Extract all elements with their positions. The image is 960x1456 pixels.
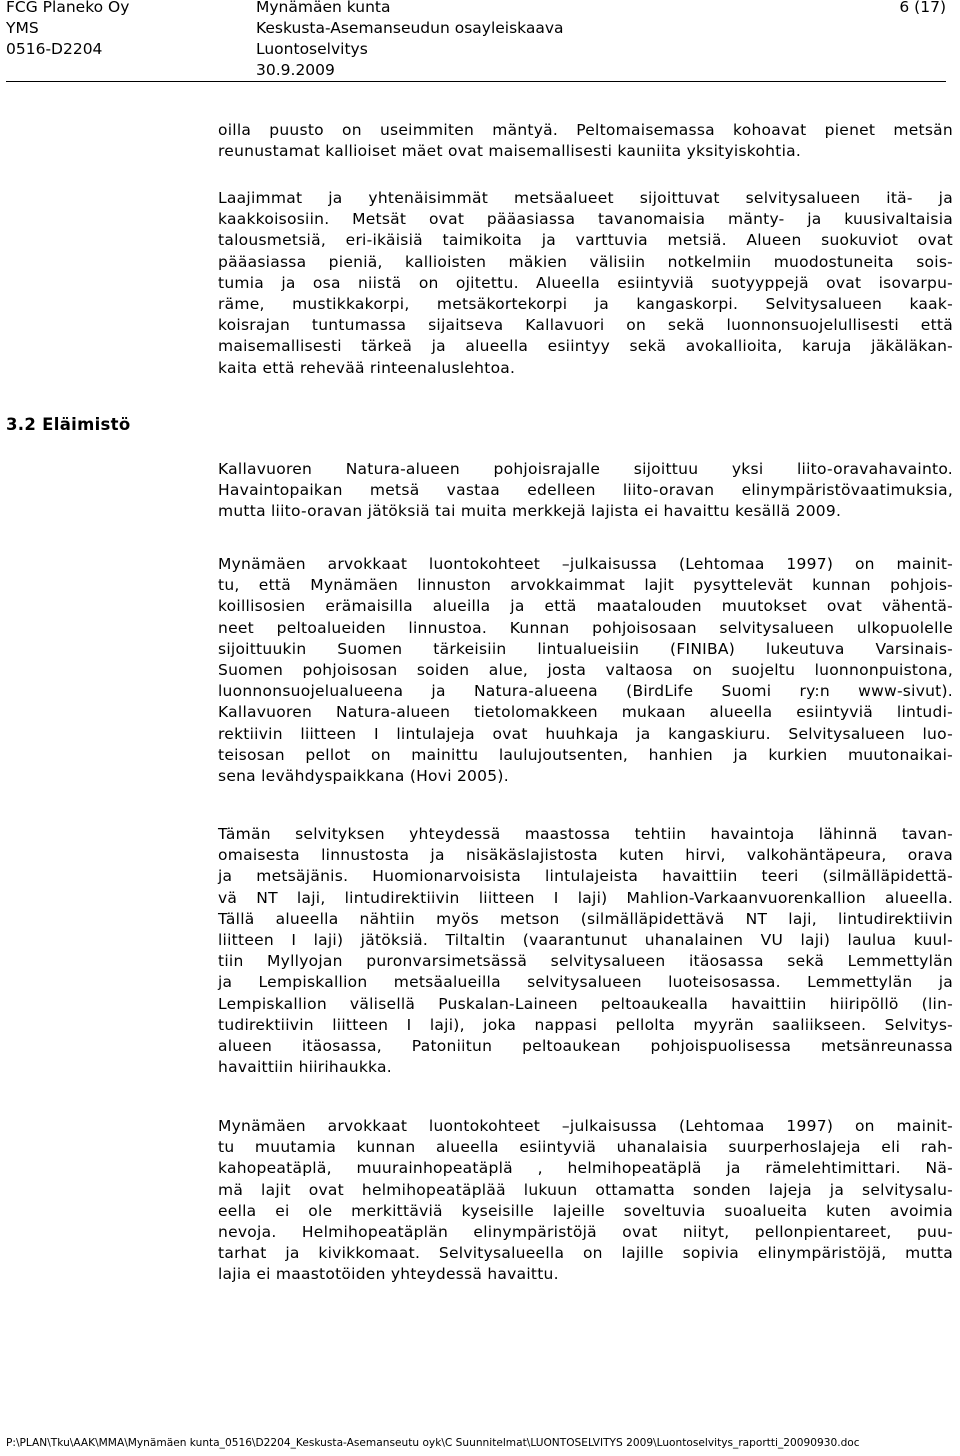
paragraph-line: Mynämäen arvokkaat luontokohteet –julkaisussa (Lehtomaa 1997) on mainit- (218, 1117, 953, 1135)
paragraph-line: Laajimmat ja yhtenäisimmät metsäalueet sijoittuvat selvitysalueen itä- ja (218, 189, 953, 207)
paragraph-line: reunustamat kallioiset mäet ovat maisemallisesti kauniita yksityiskohtia. (218, 142, 802, 161)
report-date: 30.9.2009 (256, 61, 335, 79)
paragraph-line: pääasiassa pieniä, kallioisten mäkien välisiin notkelmiin muodostuneita sois- (218, 252, 953, 271)
paragraph-line: tiin Myllyojan puronvarsimetsässä selvitysalueen itäosassa sekä Lemmettylän (218, 952, 953, 971)
paragraph-line: tarhat ja kivikkomaat. Selvitysalueella on lajille sopivia elinympäristöjä, mutta (218, 1244, 953, 1263)
paragraph-line: maisemallisesti tärkeä ja alueella esiintyy sekä avokallioita, karuja jäkäläkan- (218, 337, 953, 356)
paragraph-line: koillisosien erämaisilla alueilla ja että maatalouden muutokset ovat vähentä- (218, 597, 953, 616)
paragraph (218, 1116, 953, 1286)
paragraph-line: Kallavuoren Natura-alueen pohjoisrajalle sijoittuu yksi liito-oravahavainto. (218, 460, 953, 478)
unit-name: YMS (6, 19, 39, 37)
paragraph-line: tu muutamia kunnan alueella esiintyviä uhanalaisia suurperhoslajeja eli rah- (218, 1138, 953, 1157)
paragraph-line: alueen itäosassa, Patoniitun peltoaukean pohjoispuolisessa metsänreunassa (218, 1037, 953, 1056)
project-code: 0516-D2204 (6, 40, 103, 58)
paragraph-line: ja metsäjänis. Huomionarvoisista lintulajeista havaittiin teeri (silmälläpidettä- (218, 867, 953, 886)
paragraph-line: luonnonsuojelualueena ja Natura-alueena (BirdLife Suomi ry:n www-sivut). (218, 682, 953, 701)
footer-file-path: P:\PLAN\Tku\AAK\MMA\Mynämäen kunta_0516\D2204_Keskusta-Asemanseutu oyk\C Suunnitelmat\LUONTOSELVITYS 2009\Luontoselvitys_raportti_20090930.doc (6, 1437, 860, 1449)
paragraph-line: kaita että rehevää rinteenaluslehtoa. (218, 358, 516, 377)
company-name: FCG Planeko Oy (6, 0, 130, 16)
paragraph-line: sena levähdyspaikkana (Hovi 2005). (218, 767, 509, 786)
paragraph-line: tudirektiivin liitteen I laji), joka nappasi pellolta myyrän saaliikseen. Selvitys- (218, 1015, 953, 1034)
paragraph-line: Suomen pohjoisosan soiden alue, josta valtaosa on suojeltu luonnonpuistona, (218, 661, 953, 680)
paragraph-line: Mynämäen arvokkaat luontokohteet –julkaisussa (Lehtomaa 1997) on mainit- (218, 555, 953, 573)
paragraph (218, 120, 953, 162)
paragraph-line: rektiivin liitteen I lintulajeja ovat huuhkaja ja kangaskiuru. Selvitysalueen luo- (218, 724, 953, 743)
paragraph (218, 824, 953, 1078)
paragraph-line: Havaintopaikan metsä vastaa edelleen liito-oravan elinympäristövaatimuksia, (218, 481, 953, 500)
header-rule (6, 81, 946, 82)
paragraph (218, 459, 953, 523)
paragraph-line: oilla puusto on useimmiten mäntyä. Peltomaisemassa kohoavat pienet metsän (218, 121, 953, 139)
paragraph-line: kahopeatäplä, muurainhopeatäplä , helmihopeatäplä ja rämelehtimittari. Nä- (218, 1159, 953, 1178)
paragraph-line: havaittiin hiirihaukka. (218, 1058, 392, 1077)
paragraph-line: Tällä alueella nähtiin myös metson (silmälläpidettävä NT laji, lintudirektiivin (218, 909, 953, 928)
paragraph-line: tu, että Mynämäen linnuston arvokkaimmat lajit pysyttelevät kunnan pohjois- (218, 576, 953, 595)
paragraph-line: tumia ja osa niistä on ojitettu. Alueella esiintyviä suotyyppejä ovat isovarpu- (218, 273, 953, 292)
paragraph-line: Lempiskallion välisellä Puskalan-Laineen peltoaukealla havaittiin hiiripöllö (lin- (218, 994, 953, 1013)
paragraph-line: Tämän selvityksen yhteydessä maastossa tehtiin havaintoja lähinnä tavan- (218, 825, 953, 843)
paragraph-line: talousmetsiä, eri-ikäisiä taimikoita ja varttuvia metsiä. Alueen suokuviot ovat (218, 231, 953, 250)
paragraph-line: nevoja. Helmihopeatäplän elinympäristöjä ovat niityt, pellonpientareet, puu- (218, 1223, 953, 1242)
municipality-name: Mynämäen kunta (256, 0, 391, 16)
paragraph-line: lajia ei maastotöiden yhteydessä havaittu. (218, 1265, 559, 1284)
paragraph-line: vä NT laji, lintudirektiivin liitteen I laji) Mahlion-Varkaanvuorenkallion alueella. (218, 888, 953, 907)
plan-title: Keskusta-Asemanseudun osayleiskaava (256, 19, 564, 37)
paragraph-line: sijoittuukin Suomen tärkeisiin lintualueisiin (FINIBA) lukeutuva Varsinais- (218, 639, 953, 658)
paragraph-line: liitteen I laji) jätöksiä. Tiltaltin (vaarantunut uhanalainen VU laji) laulua kuul- (218, 931, 953, 950)
paragraph (218, 554, 953, 787)
page-number: 6 (17) (899, 0, 946, 16)
paragraph-line: omaisesta linnustosta ja nisäkäslajistosta kuten hirvi, valkohäntäpeura, orava (218, 846, 953, 865)
paragraph-line: koisrajan tuntumassa sijaitseva Kallavuori on sekä luonnonsuojelullisesti että (218, 316, 953, 335)
paragraph-line: mutta liito-oravan jätöksiä tai muita merkkejä lajista ei havaittu kesällä 2009. (218, 502, 842, 521)
paragraph-line: teisosan pellot on mainittu laulujoutsenten, hanhien ja kurkien muutonaikai- (218, 745, 953, 764)
paragraph-line: räme, mustikkakorpi, metsäkortekorpi ja kangaskorpi. Selvitysalueen kaak- (218, 295, 953, 314)
paragraph-line: eella ei ole merkittäviä kyseisille lajeille soveltuvia suoalueita kuten avoimia (218, 1201, 953, 1220)
paragraph-line: kaakkoisosiin. Metsät ovat pääasiassa tavanomaisia mänty- ja kuusivaltaisia (218, 210, 953, 229)
paragraph-line: mä lajit ovat helmihopeatäplää lukuun ottamatta sonden lajeja ja selvitysalu- (218, 1180, 953, 1199)
paragraph (218, 188, 953, 379)
paragraph-line: ja Lempiskallion metsäalueilla selvitysalueen luoteisosassa. Lemmettylän ja (218, 973, 953, 992)
section-heading: 3.2 Eläimistö (6, 415, 131, 434)
report-type: Luontoselvitys (256, 40, 368, 58)
paragraph-line: neet peltoalueiden linnustoa. Kunnan pohjoisosaan selvitysalueen ulkopuolelle (218, 618, 953, 637)
paragraph-line: Kallavuoren Natura-alueen tietolomakkeen mukaan alueella esiintyviä lintudi- (218, 703, 953, 722)
